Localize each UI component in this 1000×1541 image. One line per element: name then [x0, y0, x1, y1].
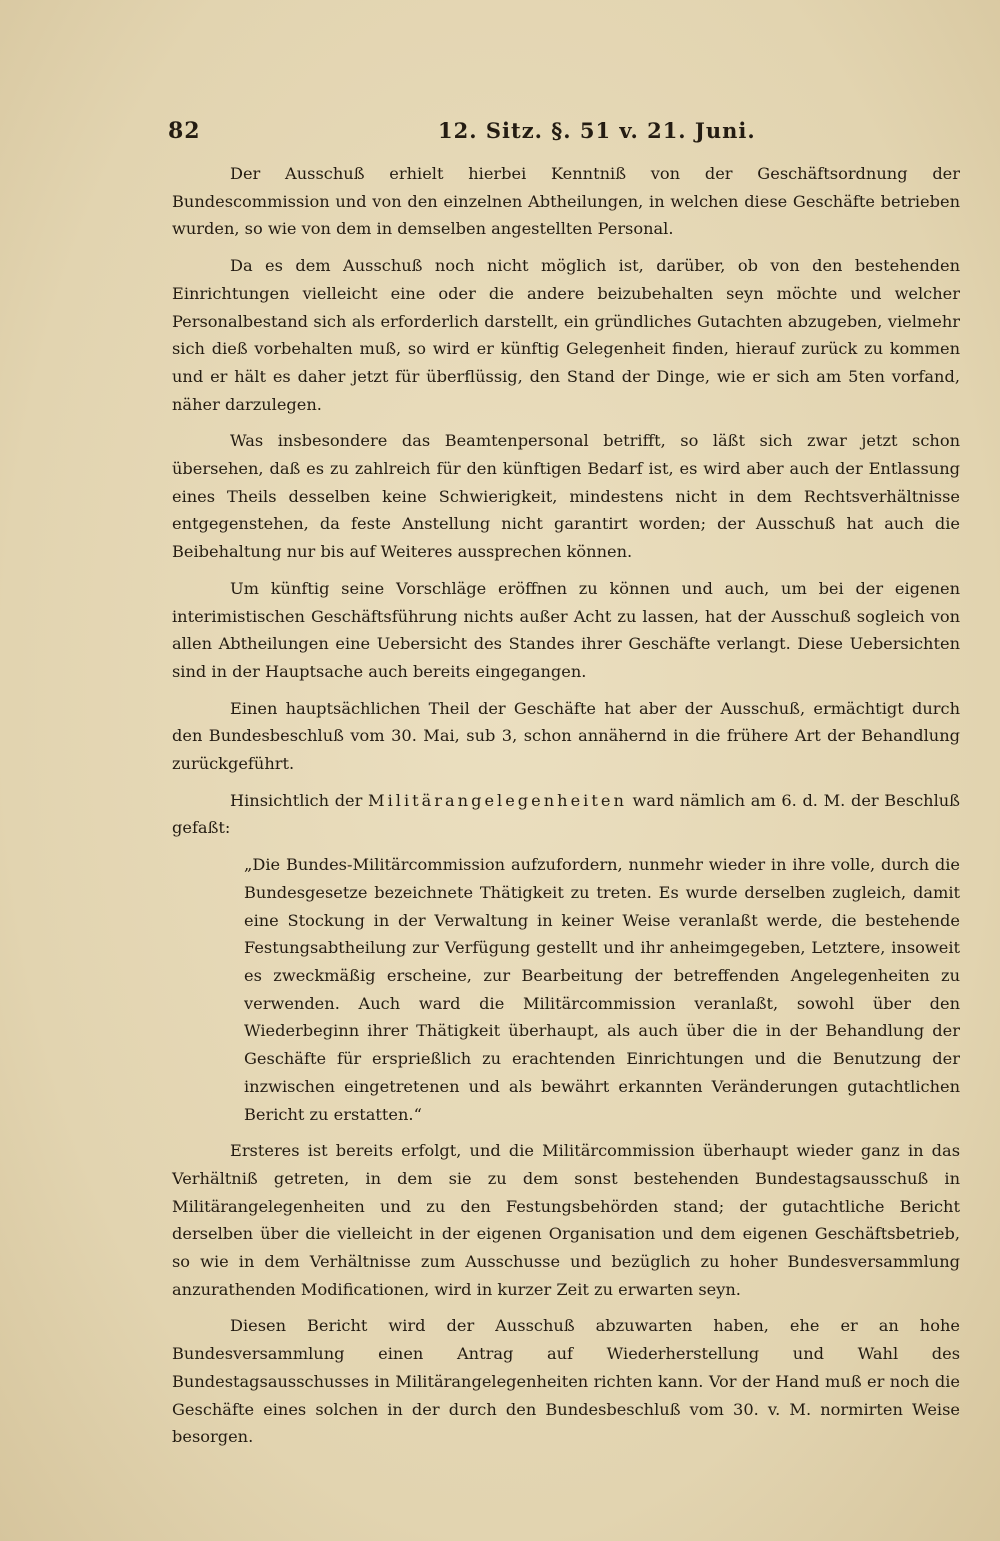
- block-quote: „Die Bundes-Militärcommission aufzufordern, nunmehr wieder in ihre volle, durch die Bundesgesetze bezeichnete Thätigkeit zu treten. Es wurde derselben zugleich, damit eine Stockung in der Verwaltung in keiner Weise veranlaßt werde, die bestehende Festungsabtheilung zur Verfügung gestellt und ihr anheimgegeben, Letztere, insoweit es zweckmäßig erscheine, zur Bearbeitung der betreffenden Angelegenheiten zu verwenden. Auch ward die Militärcommission veranlaßt, sowohl über den Wiederbeginn ihrer Thätigkeit überhaupt, als auch über die in der Behandlung der Geschäfte für ersprießlich zu erachtenden Einrichtungen und die Benutzung der inzwischen eingetretenen und als bewährt erkannten Veränderungen gutachtlichen Bericht zu erstatten.“: [244, 855, 960, 1124]
- paragraph: Der Ausschuß erhielt hierbei Kenntniß von der Geschäftsordnung der Bundescommission und von den einzelnen Abtheilungen, in welchen diese Geschäfte betrieben wurden, so wie von dem in demselben angestellten Personal.: [172, 164, 960, 239]
- spaced-emphasis: Militärangelegenheiten: [368, 790, 627, 810]
- page-header: [0, 118, 1000, 150]
- page-number: 82: [168, 118, 201, 144]
- paragraph: Diesen Bericht wird der Ausschuß abzuwarten haben, ehe er an hohe Bundesversammlung einen Antrag auf Wiederherstellung und Wahl des Bundestagsausschusses in Militärangelegenheiten richten kann. Vor der Hand muß er noch die Geschäfte eines solchen in der durch den Bundesbeschluß vom 30. v. M. normirten Weise besorgen.: [172, 1316, 960, 1447]
- paragraph: Ersteres ist bereits erfolgt, und die Militärcommission überhaupt wieder ganz in das Verhältniß getreten, in dem sie zu dem sonst bestehenden Bundestagsausschuß in Militärangelegenheiten und zu den Festungsbehörden stand; der gutachtliche Bericht derselben über die vielleicht in der eigenen Organisation und dem eigenen Geschäftsbetrieb, so wie in dem Verhältnisse zum Ausschusse und bezüglich zu hoher Bundesversammlung anzurathenden Modificationen, wird in kurzer Zeit zu erwarten seyn.: [172, 1141, 960, 1299]
- running-head: 12. Sitz. §. 51 v. 21. Juni.: [438, 118, 756, 143]
- paragraph: Um künftig seine Vorschläge eröffnen zu können und auch, um bei der eigenen interimistischen Geschäftsführung nichts außer Acht zu lassen, hat der Ausschuß sogleich von allen Abtheilungen eine Uebersicht des Standes ihrer Geschäfte verlangt. Diese Uebersichten sind in der Hauptsache auch bereits eingegangen.: [172, 578, 960, 681]
- paragraph: Da es dem Ausschuß noch nicht möglich ist, darüber, ob von den bestehenden Einrichtungen vielleicht eine oder die andere beizubehalten seyn möchte und welcher Personalbestand sich als erforderlich darstellt, ein gründliches Gutachten abzugeben, vielmehr sich dieß vorbehalten muß, so wird er künftig Gelegenheit finden, hierauf zurück zu kommen und er hält es daher jetzt für überflüssig, den Stand der Dinge, wie er sich am 5ten vorfand, näher darzulegen.: [172, 256, 960, 414]
- body-text: [172, 160, 960, 1451]
- paragraph: Einen hauptsächlichen Theil der Geschäfte hat aber der Ausschuß, ermächtigt durch den Bundesbeschluß vom 30. Mai, sub 3, schon annähernd in die frühere Art der Behandlung zurückgeführt.: [172, 698, 960, 774]
- paragraph-text: Hinsichtlich der: [230, 790, 369, 810]
- paragraph: Was insbesondere das Beamtenpersonal betrifft, so läßt sich zwar jetzt schon übersehen, daß es zu zahlreich für den künftigen Bedarf ist, es wird aber auch der Entlassung eines Theils desselben keine Schwierigkeit, mindestens nicht in dem Rechtsverhältnisse entgegenstehen, da feste Anstellung nicht garantirt worden; der Ausschuß hat auch die Beibehaltung nur bis auf Weiteres aussprechen können.: [172, 431, 960, 562]
- paragraph: [172, 787, 960, 842]
- paragraph-text: ward nämlich am 6. d. M. der Beschluß gefaßt:: [172, 790, 960, 838]
